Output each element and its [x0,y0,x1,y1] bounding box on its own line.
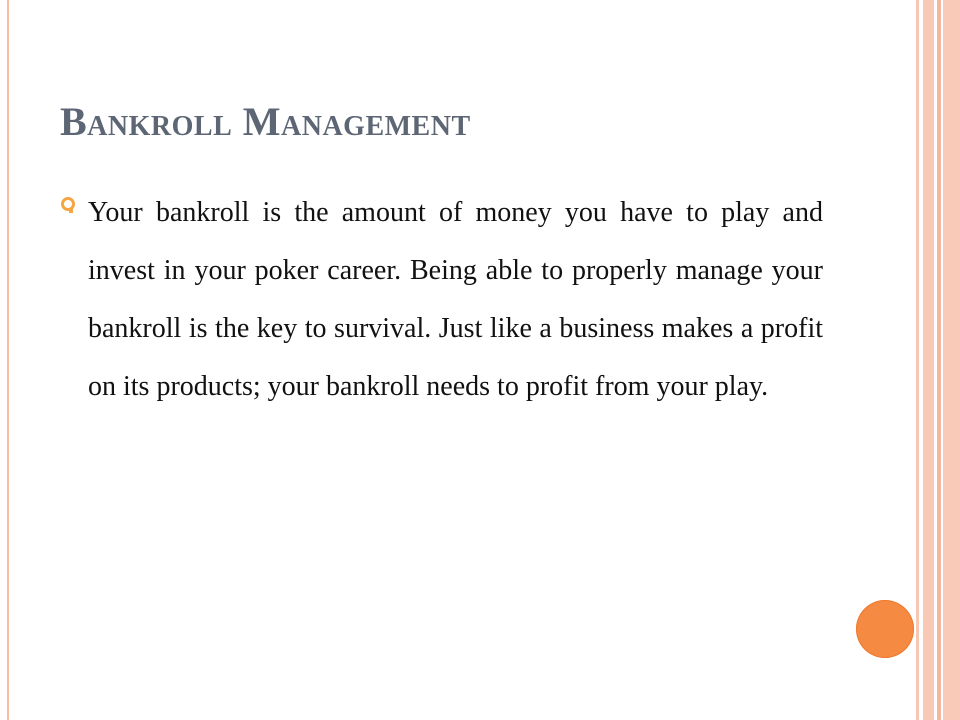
right-stripes-decoration [916,0,960,720]
stripe [923,0,934,720]
circle-bullet-icon [61,197,75,211]
stripe [943,0,960,720]
orange-circle-icon [856,600,914,658]
slide-title: Bankroll Management [60,99,471,144]
left-border-decoration [0,0,9,720]
bullet-text: Your bankroll is the amount of money you have to play and invest in your poker career. Being able to properly manage your bankroll is the key to survival. Just like a business makes a profit on its products; your bankroll needs to profit from your play. [88,197,823,402]
